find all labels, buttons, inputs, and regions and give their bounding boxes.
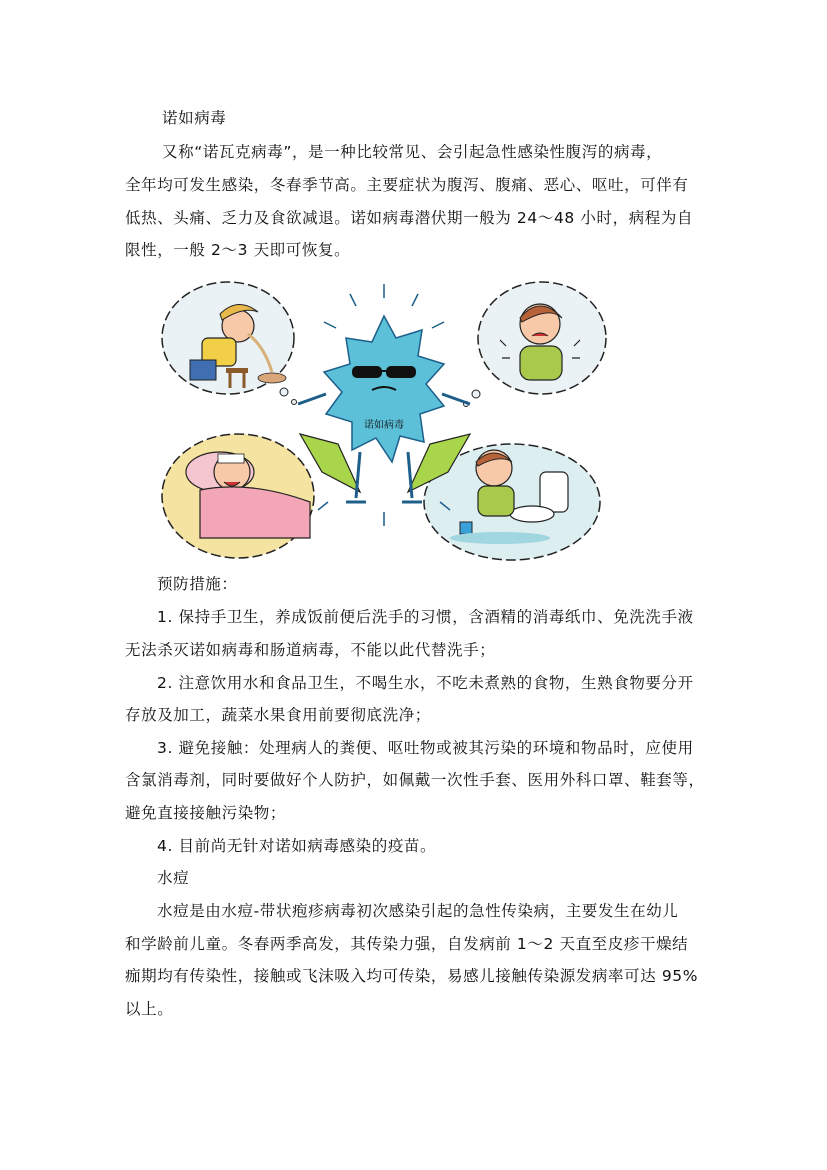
paragraph-line: 又称“诺瓦克病毒”，是一种比较常见、会引起急性感染性腹泻的病毒， bbox=[162, 143, 663, 161]
paragraph-line: 和学龄前儿童。冬春两季高发，其传染力强，自发病前 1～2 天直至皮疹干燥结 bbox=[125, 935, 689, 953]
sick-child-in-bed-cloud bbox=[162, 434, 314, 558]
paragraph-line: 低热、头痛、乏力及食欲减退。诺如病毒潜伏期一般为 24～48 小时，病程为自 bbox=[125, 209, 694, 227]
prevention-item-2-line: 存放及加工，蔬菜水果食用前要彻底洗净； bbox=[125, 706, 431, 724]
prevention-item-1-line: 无法杀灭诺如病毒和肠道病毒，不能以此代替洗手； bbox=[125, 641, 496, 659]
prevention-item-4-line: 4. 目前尚无针对诺如病毒感染的疫苗。 bbox=[157, 837, 437, 855]
paragraph-line: 痂期均有传染性，接触或飞沫吸入均可传染，易感儿接触传染源发病率可达 95% bbox=[125, 967, 699, 985]
prevention-item-3-line: 3. 避免接触：处理病人的粪便、呕吐物或被其污染的环境和物品时，应使用 bbox=[157, 739, 694, 757]
section-heading-chickenpox: 水痘 bbox=[157, 869, 190, 887]
stomach-ache-child-cloud bbox=[478, 282, 606, 394]
prevention-item-2-line: 2. 注意饮用水和食品卫生，不喝生水，不吃未煮熟的食物，生熟食物要分开 bbox=[157, 674, 694, 692]
section-heading-norovirus: 诺如病毒 bbox=[162, 109, 227, 127]
paragraph-line: 以上。 bbox=[125, 1000, 174, 1018]
prevention-item-3-line: 含氯消毒剂，同时要做好个人防护，如佩戴一次性手套、医用外科口罩、鞋套等， bbox=[125, 771, 705, 789]
vomiting-person-cloud bbox=[162, 282, 294, 394]
paragraph-line: 水痘是由水痘-带状疱疹病毒初次感染引起的急性传染病，主要发生在幼儿 bbox=[157, 902, 679, 920]
prevention-item-1-line: 1. 保持手卫生，养成饭前便后洗手的习惯，含酒精的消毒纸巾、免洗洗手液 bbox=[157, 608, 694, 626]
paragraph-line: 限性，一般 2～3 天即可恢复。 bbox=[125, 241, 351, 259]
paragraph-line: 全年均可发生感染，冬春季节高。主要症状为腹泻、腹痛、恶心、呕吐，可伴有 bbox=[125, 176, 689, 194]
prevention-item-3-line: 避免直接接触污染物； bbox=[125, 804, 287, 822]
prevention-heading: 预防措施： bbox=[157, 575, 238, 593]
virus-label: 诺如病毒 bbox=[364, 420, 404, 431]
norovirus-illustration bbox=[160, 276, 608, 562]
